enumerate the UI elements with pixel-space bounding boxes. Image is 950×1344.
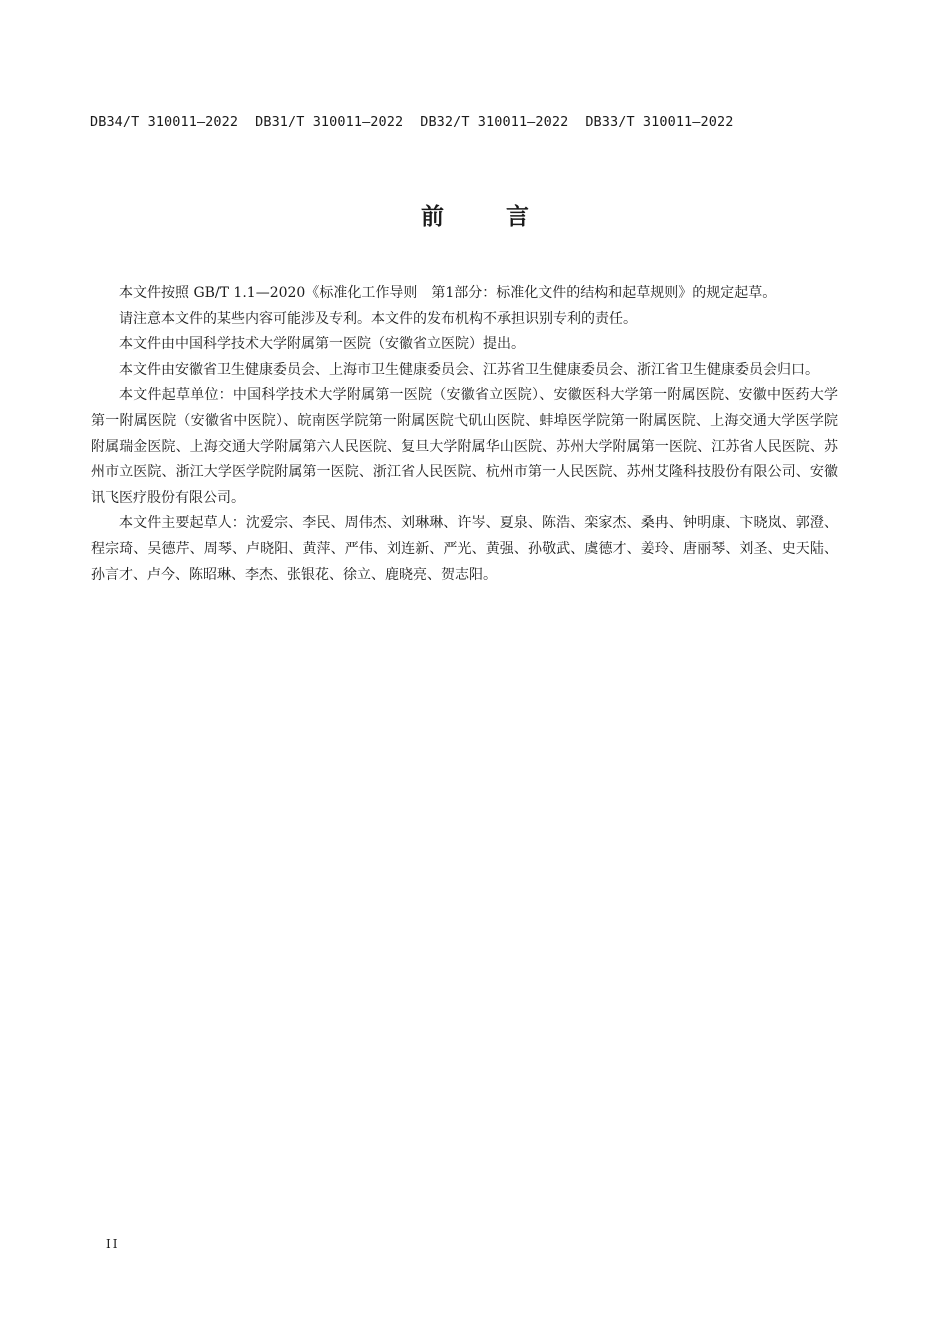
page-number: II (106, 1237, 120, 1251)
foreword-body (91, 281, 838, 588)
standard-code-jiangsu: DB32/T 310011—2022 (420, 114, 569, 130)
standard-code-anhui: DB34/T 310011—2022 (90, 114, 239, 130)
page-title: 前言 (421, 204, 591, 230)
standard-code-zhejiang: DB33/T 310011—2022 (585, 114, 734, 130)
paragraph-drafting-rules: 本文件按照 GB/T 1.1—2020《标准化工作导则 第1部分：标准化文件的结构和起草规则》的规定起草。 (119, 285, 777, 301)
standard-code-shanghai: DB31/T 310011—2022 (255, 114, 404, 130)
standard-code-header (90, 114, 733, 130)
paragraph-patent-notice: 请注意本文件的某些内容可能涉及专利。本文件的发布机构不承担识别专利的责任。 (119, 310, 637, 327)
paragraph-proposer: 本文件由中国科学技术大学附属第一医院（安徽省立医院）提出。 (119, 336, 525, 353)
paragraph-main-drafters: 本文件主要起草人：沈爱宗、李民、周伟杰、刘琳琳、许岑、夏泉、陈浩、栾家杰、桑冉、钟明康、卞晓岚、郭澄、程宗琦、吴德芹、周琴、卢晓阳、黄萍、严伟、刘连新、严光、黄强、孙敬武、虞德才、姜玲、唐丽琴、刘圣、史天陆、孙言才、卢今、陈昭琳、李杰、张银花、徐立、鹿晓亮、贺志阳。 (91, 515, 838, 583)
paragraph-administrator: 本文件由安徽省卫生健康委员会、上海市卫生健康委员会、江苏省卫生健康委员会、浙江省卫生健康委员会归口。 (119, 361, 819, 378)
paragraph-drafting-units: 本文件起草单位：中国科学技术大学附属第一医院（安徽省立医院）、安徽医科大学第一附属医院、安徽中医药大学第一附属医院（安徽省中医院）、皖南医学院第一附属医院弋矶山医院、蚌埠医学院第一附属医院、上海交通大学医学院附属瑞金医院、上海交通大学附属第六人民医院、复旦大学附属华山医院、苏州大学附属第一医院、江苏省人民医院、苏州市立医院、浙江大学医学院附属第一医院、浙江省人民医院、杭州市第一人民医院、苏州艾隆科技股份有限公司、安徽讯飞医疗股份有限公司。 (91, 387, 838, 506)
